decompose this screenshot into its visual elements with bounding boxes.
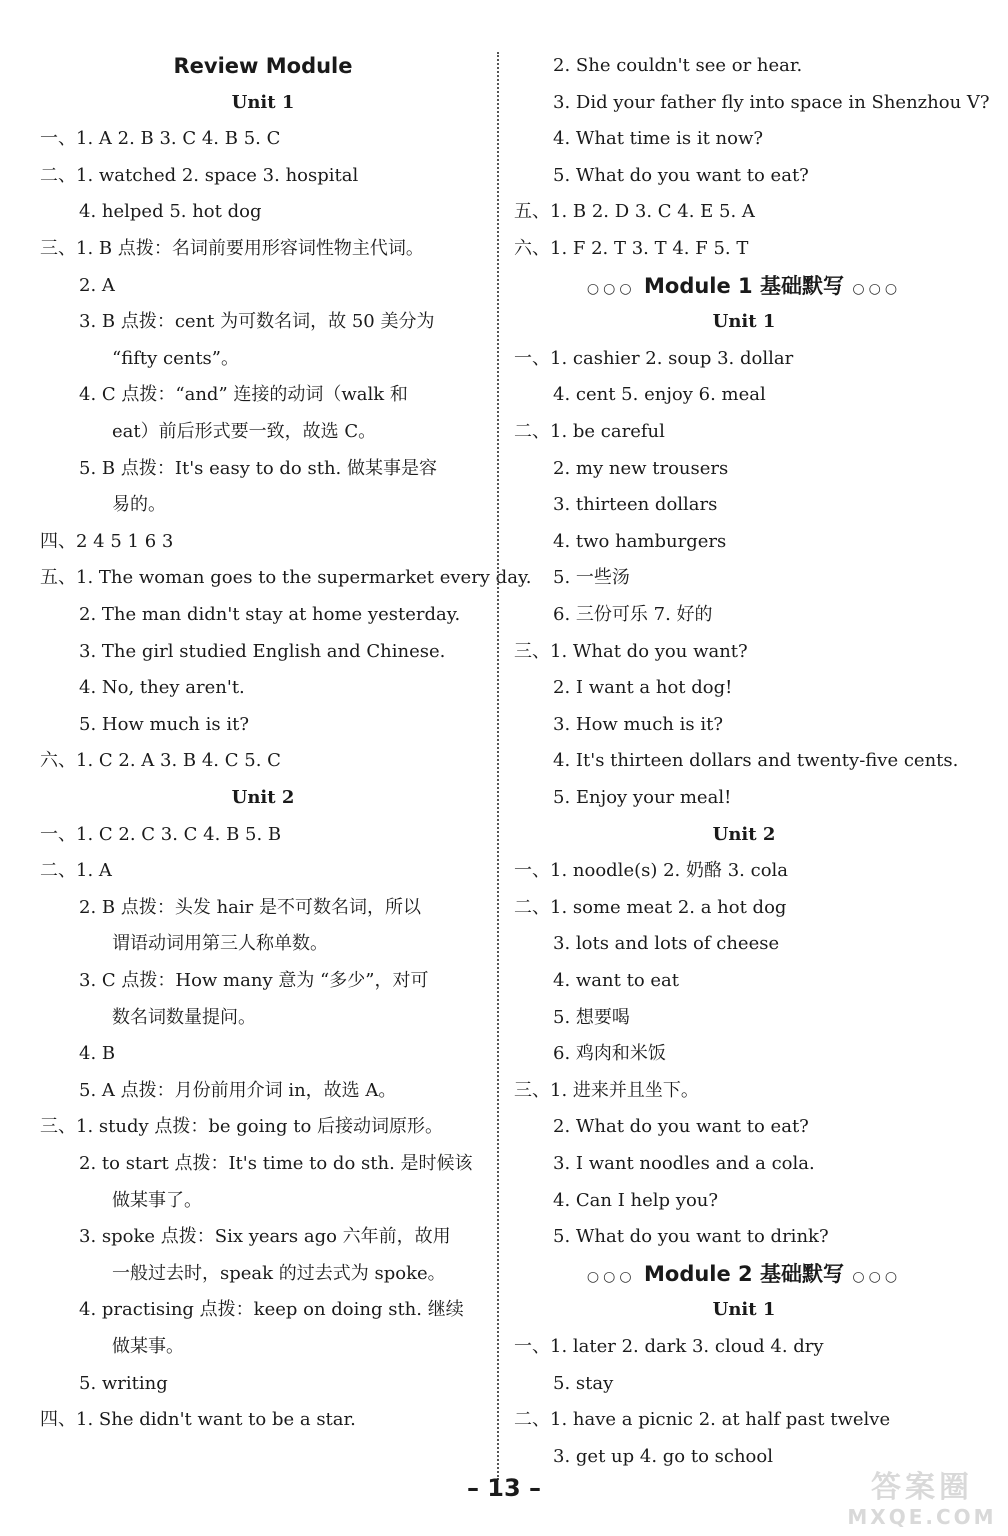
answer-line: 2. A — [79, 274, 115, 296]
answer-line: 三、1. study 点拨：be going to 后接动词原形。 — [40, 1116, 444, 1138]
answer-line: 易的。 — [112, 494, 166, 516]
answer-line: 二、1. A — [40, 860, 112, 882]
answer-line: 3. thirteen dollars — [553, 494, 718, 516]
answer-line: 2. my new trousers — [553, 457, 729, 479]
module-title: Review Module — [173, 54, 353, 78]
answer-line: 三、1. 进来并且坐下。 — [514, 1079, 699, 1101]
answer-line: “fifty cents”。 — [112, 347, 239, 369]
answer-line: 4. two hamburgers — [553, 530, 727, 552]
answer-line: 2. B 点拨：头发 hair 是不可数名词，所以 — [79, 896, 421, 918]
answer-line: 3. How much is it? — [553, 713, 723, 735]
answer-line: 数名词数量提问。 — [112, 1006, 256, 1028]
answer-line: 3. spoke 点拨：Six years ago 六年前，故用 — [79, 1226, 451, 1248]
answer-line: 4. B — [79, 1043, 116, 1065]
answer-line: 二、1. some meat 2. a hot dog — [514, 896, 787, 918]
answer-line: 3. C 点拨：How many 意为 “多少”，对可 — [79, 970, 429, 991]
answer-line: 做某事了。 — [112, 1189, 202, 1211]
answer-line: 6. 三份可乐 7. 好的 — [553, 604, 713, 625]
section-heading — [514, 268, 974, 304]
answer-line: 4. It's thirteen dollars and twenty-five cents. — [553, 750, 959, 772]
answer-line: 二、1. have a picnic 2. at half past twelve — [514, 1409, 891, 1431]
answer-line: 3. Did your father fly into space in Shenzhou V? — [553, 91, 990, 113]
answer-line: 3. lots and lots of cheese — [553, 933, 780, 955]
answer-line: 4. No, they aren't. — [79, 677, 245, 699]
answer-line: 3. get up 4. go to school — [553, 1445, 773, 1467]
unit-heading: Unit 1 — [712, 1299, 776, 1321]
answer-line: 一、1. noodle(s) 2. 奶酪 3. cola — [514, 860, 789, 882]
section-title: Module 2 基础默写 — [644, 1261, 844, 1286]
answer-line: 2. What do you want to eat? — [553, 1116, 809, 1138]
decorative-circles-icon: ○○○ — [586, 1268, 644, 1285]
answer-line: 5. Enjoy your meal! — [553, 787, 732, 808]
answer-line: 5. A 点拨：月份前用介词 in，故选 A。 — [79, 1079, 397, 1101]
page-number: – 13 – — [466, 1474, 542, 1502]
answer-line: 5. writing — [79, 1372, 168, 1394]
answer-line: 6. 鸡肉和米饭 — [553, 1043, 666, 1065]
answer-line: 五、1. The woman goes to the supermarket every day. — [40, 567, 532, 589]
answer-line: 5. 想要喝 — [553, 1006, 630, 1028]
answer-line: 5. What do you want to drink? — [553, 1226, 829, 1248]
answer-line: 4. What time is it now? — [553, 128, 764, 150]
answer-line: 五、1. B 2. D 3. C 4. E 5. A — [514, 201, 755, 223]
answer-line: 三、1. What do you want? — [514, 640, 748, 662]
answer-line: 5. 一些汤 — [553, 567, 630, 589]
decorative-circles-icon: ○○○ — [843, 280, 902, 297]
answer-line: 5. What do you want to eat? — [553, 164, 809, 186]
answer-line: 六、1. F 2. T 3. T 4. F 5. T — [514, 238, 749, 259]
unit-heading: Unit 2 — [712, 823, 776, 845]
section-heading — [514, 1256, 974, 1292]
answer-line: 3. I want noodles and a cola. — [553, 1153, 815, 1174]
answer-line: 二、1. be careful — [514, 421, 665, 442]
unit-heading: Unit 1 — [712, 311, 776, 333]
answer-line: 5. B 点拨：It's easy to do sth. 做某事是容 — [79, 457, 437, 479]
answer-line: 一、1. C 2. C 3. C 4. B 5. B — [40, 823, 282, 845]
answer-line: 4. C 点拨：“and” 连接的动词（walk 和 — [79, 384, 408, 406]
answer-line: 3. The girl studied English and Chinese. — [79, 640, 446, 662]
answer-line: 一、1. cashier 2. soup 3. dollar — [514, 347, 794, 369]
answer-line: 谓语动词用第三人称单数。 — [112, 933, 328, 955]
answer-line: 3. B 点拨：cent 为可数名词，故 50 美分为 — [79, 311, 435, 333]
answer-line: 5. stay — [553, 1372, 614, 1394]
answer-line: 4. want to eat — [553, 970, 679, 991]
answer-line: 做某事。 — [112, 1336, 184, 1357]
answer-line: 2. I want a hot dog! — [553, 677, 733, 699]
answer-line: 2. She couldn't see or hear. — [553, 55, 803, 76]
answer-line: 一、1. A 2. B 3. C 4. B 5. C — [40, 128, 281, 150]
answer-line: 4. cent 5. enjoy 6. meal — [553, 384, 766, 406]
answer-line: 2. to start 点拨：It's time to do sth. 是时候该 — [79, 1153, 473, 1174]
answer-line: 5. How much is it? — [79, 713, 249, 735]
unit-heading: Unit 2 — [231, 787, 295, 808]
decorative-circles-icon: ○○○ — [843, 1268, 902, 1285]
answer-line: 三、1. B 点拨：名词前要用形容词性物主代词。 — [40, 238, 424, 259]
answer-line: eat）前后形式要一致，故选 C。 — [112, 421, 377, 442]
answer-line: 2. The man didn't stay at home yesterday. — [79, 604, 461, 625]
decorative-circles-icon: ○○○ — [586, 280, 644, 297]
answer-line: 4. Can I help you? — [553, 1189, 719, 1211]
section-title: Module 1 基础默写 — [644, 273, 844, 298]
answer-line: 二、1. watched 2. space 3. hospital — [40, 164, 359, 186]
answer-line: 一般过去时，speak 的过去式为 spoke。 — [112, 1262, 446, 1284]
answer-line: 4. helped 5. hot dog — [79, 201, 262, 223]
column-divider — [497, 52, 499, 1480]
answer-line: 六、1. C 2. A 3. B 4. C 5. C — [40, 750, 281, 772]
watermark-url: MXQE.COM — [847, 1505, 997, 1529]
answer-line: 一、1. later 2. dark 3. cloud 4. dry — [514, 1336, 824, 1357]
answer-line: 四、2 4 5 1 6 3 — [40, 530, 174, 552]
unit-heading: Unit 1 — [231, 91, 295, 113]
watermark-text: 答案圈 — [871, 1470, 973, 1505]
answer-line: 四、1. She didn't want to be a star. — [40, 1409, 356, 1431]
watermark-logo — [842, 1470, 1002, 1532]
answer-line: 4. practising 点拨：keep on doing sth. 继续 — [79, 1299, 464, 1321]
